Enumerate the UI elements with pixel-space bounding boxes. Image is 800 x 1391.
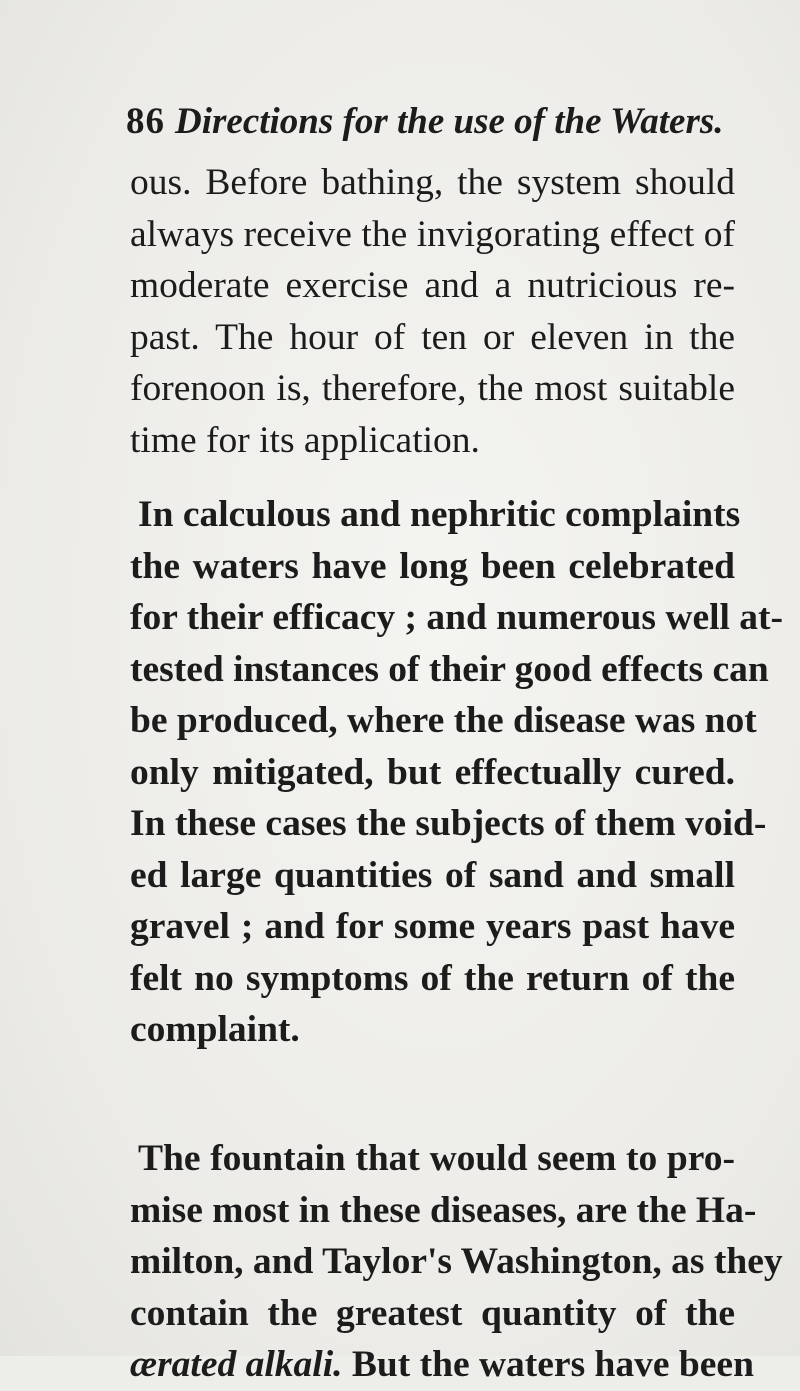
text-line: time for its application. [130,419,480,461]
text-line: In these cases the subjects of them void- [130,803,767,844]
text-line: for their efficacy ; and numerous well at- [130,597,784,638]
paragraph-3 [130,1133,783,1391]
paragraph-1 [130,157,735,466]
text-line: The fountain that would seem to pro- [138,1138,735,1179]
italic-term: ærated alkali. [130,1344,343,1385]
text-line: ed large quantities of sand and small [130,854,735,896]
text-line: moderate exercise and a nutricious re- [130,265,735,306]
text-line: forenoon is, therefore, the most suitable [130,368,735,409]
text-line: ous. Before bathing, the system should [130,162,735,203]
running-title: Directions for the use of the Waters. [175,101,724,142]
text-fragment: But the waters have been [351,1344,754,1385]
text-line [130,1339,754,1391]
text-line: contain the greatest quantity of the [130,1292,735,1334]
text-line: complaint. [130,1009,300,1050]
text-line: tested instances of their good effects can [130,648,769,690]
text-line: only mitigated, but effectually cured. [130,751,735,793]
paragraph-2 [130,489,784,1056]
text-line: In calculous and nephritic complaints [138,494,741,535]
page-header [126,92,746,152]
text-line: gravel ; and for some years past have [130,906,735,947]
text-line: felt no symptoms of the return of the [130,957,735,999]
text-line: past. The hour of ten or eleven in the [130,316,735,358]
text-line: milton, and Taylor's Washington, as they [130,1241,783,1282]
page-number: 86 [126,101,165,142]
text-line: always receive the invigorating effect of [130,213,735,255]
text-line: the waters have long been celebrated [130,545,735,587]
text-line: be produced, where the disease was not [130,700,757,741]
text-line: mise most in these diseases, are the Ha- [130,1189,757,1231]
